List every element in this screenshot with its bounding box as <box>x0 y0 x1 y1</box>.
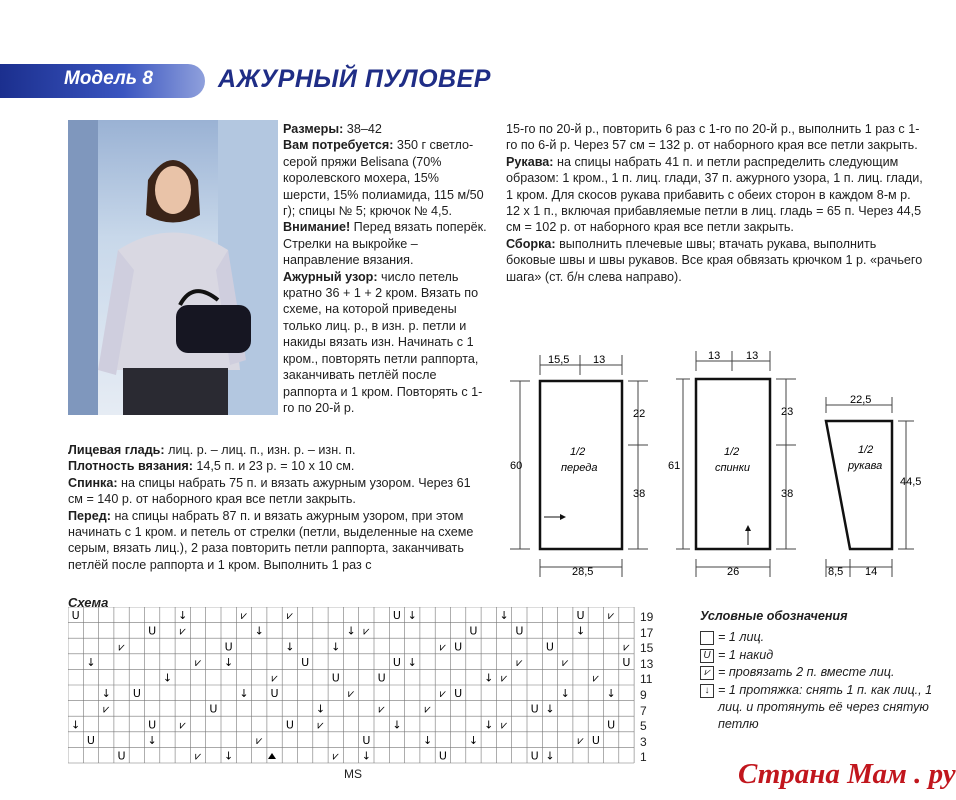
legend-text: = провязать 2 п. вместе лиц. <box>718 665 895 680</box>
chart-symbol: U <box>454 640 463 654</box>
para-text: лиц. р. – лиц. п., изн. р. – изн. п. <box>164 443 356 457</box>
chart-symbol: ↓ <box>147 733 157 747</box>
sleeve-b1: 8,5 <box>828 566 844 578</box>
back-label2: спинки <box>715 462 751 474</box>
chart-symbol: U <box>301 655 310 669</box>
col2-para <box>506 154 926 236</box>
chart-symbol: ↓ <box>101 687 111 701</box>
sleeve-label1: 1/2 <box>858 444 874 456</box>
row-number: 5 <box>640 719 647 734</box>
para-heading: Плотность вязания: <box>68 459 193 474</box>
chart-symbol: ↓ <box>422 733 433 747</box>
row-number: 17 <box>640 625 654 640</box>
sleeve-b2: 14 <box>865 566 878 578</box>
chart-symbol: U <box>209 702 218 716</box>
page-title: АЖУРНЫЙ ПУЛОВЕР <box>218 65 491 93</box>
para-heading: Размеры: <box>283 122 344 136</box>
back-total: 61 <box>668 460 681 472</box>
front-w1: 15,5 <box>548 354 570 366</box>
chart-symbol: ↓ <box>407 609 417 623</box>
chart-symbol: ↓ <box>575 624 586 638</box>
legend-text: = 1 протяжка: снять 1 п. как лиц., 1 лиц. и протянуть её через снятую петлю <box>718 682 933 732</box>
legend-symbol: U <box>700 649 714 663</box>
para-text: Перед вязать поперёк. Стрелки на выкройке – направление вязания. <box>283 220 487 268</box>
chart-symbol: U <box>392 609 401 623</box>
chart-symbol: U <box>377 671 386 685</box>
chart-symbol: ⩗ <box>500 671 508 685</box>
legend-item <box>700 664 956 681</box>
col1b-para <box>68 475 488 508</box>
legend-title: Условные обозначения <box>700 609 848 623</box>
row-numbers <box>640 610 653 766</box>
sleeve-height: 44,5 <box>900 476 922 488</box>
model-label: Модель 8 <box>64 68 153 89</box>
back-piece <box>668 350 796 578</box>
chart-symbol: ↓ <box>71 718 81 732</box>
col1b-para <box>68 458 488 474</box>
chart-symbol: ⩗ <box>103 702 110 716</box>
back-bottom: 26 <box>727 566 740 578</box>
para-heading: Перед: <box>68 508 111 523</box>
chart-symbol: U <box>469 624 478 638</box>
para-heading: Спинка: <box>68 475 118 490</box>
para-heading: Вам потребуется: <box>283 138 394 153</box>
front-bottom: 28,5 <box>572 566 594 578</box>
legend-symbol: ⩗ <box>700 666 714 680</box>
chart-symbol: ↓ <box>178 609 188 623</box>
chart-symbol: ↓ <box>407 655 417 669</box>
chart-symbol: U <box>454 687 463 701</box>
para-text: 38–42 <box>343 122 382 136</box>
chart-symbol: ⩗ <box>592 671 599 685</box>
chart-symbol: U <box>438 749 447 763</box>
chart-symbol: ↓ <box>545 749 555 763</box>
chart-symbol: ↓ <box>239 687 249 701</box>
chart-symbol: ↓ <box>392 718 402 732</box>
watermark: Страна Мам . ру <box>738 758 956 790</box>
row-number: 11 <box>640 672 653 687</box>
para-heading: Лицевая гладь: <box>68 443 165 457</box>
chart-symbol: ⩗ <box>118 640 125 654</box>
para-text: выполнить плечевые швы; втачать рукава, выполнить боковые швы и швы рукавов. Все края обвязать крючком 1 р. «рачьего шага» (ст. б/н слева направо). <box>506 236 923 284</box>
chart-symbol: ↓ <box>315 702 326 716</box>
front-label2: переда <box>561 462 598 474</box>
chart-symbol: ↓ <box>560 687 570 701</box>
chart-symbol: U <box>362 733 371 747</box>
para-heading: Сборка: <box>506 236 556 251</box>
para-text: число петель кратно 36 + 1 + 2 кром. Вязать по схеме, на которой приведены только лиц. р., в изн. р. петли и накиды вязать изн. Начинать с 1 кром., повторять петли раппорта, заканчивать петлёй после раппорта и 1 кром. Повторять с 1-го по 20-й р. <box>283 269 483 415</box>
chart-symbol: U <box>545 640 554 654</box>
chart-symbol: U <box>148 624 157 638</box>
row-number: 9 <box>640 687 647 702</box>
legend-item <box>700 682 956 734</box>
chart-symbol: U <box>117 749 126 763</box>
chart-symbol: U <box>591 733 600 747</box>
para-text: 14,5 п. и 23 р. = 10 х 10 см. <box>192 459 355 474</box>
chart-symbol: ↓ <box>346 624 356 638</box>
legend-symbol: ↓ <box>700 684 714 698</box>
legend <box>700 608 956 734</box>
schema-label: Схема <box>68 595 109 610</box>
text-column-right <box>506 121 926 285</box>
chart-symbol: ⩗ <box>194 749 202 763</box>
para-text: 350 г светло-серой пряжи Belisana (70% королевского мохера, 15% шерсти, 15% полиамида, 115 м/50 г); спицы № 5; крючок № 4,5. <box>283 138 484 219</box>
chart-symbol: U <box>530 702 539 716</box>
chart-symbol: ⩗ <box>562 655 569 669</box>
chart-symbol: U <box>392 655 401 669</box>
back-w2: 13 <box>746 350 759 362</box>
chart-symbol: ⩗ <box>608 609 615 623</box>
chart-symbol: ⩗ <box>516 655 523 669</box>
sleeve-label2: рукава <box>848 460 883 472</box>
chart-symbol: ⩗ <box>240 609 248 623</box>
front-label1: 1/2 <box>570 446 586 458</box>
model-photo <box>68 120 278 415</box>
ms-label: MS <box>344 767 362 781</box>
row-number: 7 <box>640 703 647 718</box>
para-heading: Рукава: <box>506 154 554 169</box>
chart-symbol: ↓ <box>224 655 234 669</box>
text-column-bottom <box>68 442 488 573</box>
chart-symbol: ↓ <box>468 733 479 747</box>
row-number: 1 <box>640 750 647 765</box>
chart-symbol: ↓ <box>162 671 173 685</box>
para-heading: Внимание! <box>283 220 351 235</box>
front-piece <box>510 354 648 578</box>
col1a-para <box>283 219 488 268</box>
chart-symbol: ⩗ <box>378 702 385 716</box>
sleeve-piece <box>826 394 921 578</box>
chart-symbol: ⩗ <box>623 640 630 654</box>
chart-symbol: ⩗ <box>317 718 324 732</box>
chart-symbol: ⩗ <box>332 749 339 763</box>
col1a-para <box>283 269 488 417</box>
row-number: 19 <box>640 610 654 624</box>
chart-symbol: ↓ <box>606 687 616 701</box>
chart-symbol: ⩗ <box>347 687 355 701</box>
chart-symbol: ↓ <box>285 640 295 654</box>
chart-symbol: ⩗ <box>271 671 278 685</box>
chart-symbol: U <box>86 733 95 747</box>
chart-symbol: ⩗ <box>500 718 508 732</box>
text-column-top <box>283 121 488 416</box>
chart-symbol: U <box>71 609 80 623</box>
col1b-para <box>68 508 488 574</box>
back-h1: 23 <box>781 406 794 418</box>
knitting-chart <box>68 607 638 767</box>
front-total: 60 <box>510 460 523 472</box>
legend-symbol <box>700 631 714 645</box>
chart-symbol: U <box>622 655 631 669</box>
chart-symbol: ⩗ <box>179 718 186 732</box>
pattern-drawings <box>500 345 940 585</box>
col1b-para <box>68 442 488 458</box>
col1a-para <box>283 121 488 137</box>
chart-symbol: U <box>530 749 539 763</box>
chart-symbol: ⩗ <box>439 687 446 701</box>
chart-symbol: ⩗ <box>439 640 446 654</box>
chart-symbol: ⩗ <box>577 733 584 747</box>
front-h2: 38 <box>633 488 646 500</box>
chart-symbol: ↓ <box>361 749 371 763</box>
chart-symbol: ↓ <box>254 624 264 638</box>
chart-symbol: ⩗ <box>179 624 186 638</box>
chart-symbol: ⩗ <box>286 609 293 623</box>
chart-symbol: ↓ <box>331 640 341 654</box>
para-text: на спицы набрать 41 п. и петли распределить следующим образом: 1 кром., 1 п. лиц. глади, 37 п. ажурного узора, 1 п. лиц. глади, 1 кром. Для скосов рукава прибавить с обеих сторон в каждом 8-м р. 12 х 1 п., включая прибавляемые петли в лиц. гладь = 65 п. Через 44,5 см = 102 р. от наборного края все петли закрыть. <box>506 154 923 235</box>
para-text: 15-го по 20-й р., повторить 6 раз с 1-го по 20-й р., выполнить 1 раз с 1-го по 6-й р. Через 57 см = 132 р. от наборного края все петли закрыть. <box>506 122 920 153</box>
chart-symbol: ↓ <box>484 671 494 685</box>
chart-symbol: ⩗ <box>256 733 263 747</box>
back-label1: 1/2 <box>724 446 740 458</box>
front-w2: 13 <box>593 354 606 366</box>
sleeve-top: 22,5 <box>850 394 872 406</box>
row-number: 3 <box>640 734 647 749</box>
row-number: 15 <box>640 641 654 656</box>
back-w1: 13 <box>708 350 721 362</box>
chart-symbol: U <box>607 718 616 732</box>
chart-symbol: U <box>132 687 141 701</box>
row-number: 13 <box>640 656 654 671</box>
chart-symbol: ↓ <box>499 609 509 623</box>
col2-para <box>506 121 926 154</box>
chart-symbol: ↓ <box>484 718 494 732</box>
para-heading: Ажурный узор: <box>283 269 378 284</box>
chart-symbol: ⩗ <box>424 702 431 716</box>
chart-symbol: U <box>148 718 157 732</box>
back-h2: 38 <box>781 488 794 500</box>
chart-symbol: U <box>285 718 294 732</box>
chart-symbol: ⩗ <box>194 655 202 669</box>
chart-symbol: U <box>331 671 340 685</box>
para-text: на спицы набрать 87 п. и вязать ажурным узором, при этом начинать с 1 кром. и петель от стрелки (петли, выделенные на схеме серым, вязать лиц.), 2 раза повторить петли раппорта, заканчивать петлёй после раппорта и 1 кром. Выполнить 1 раз с <box>68 508 474 572</box>
para-text: на спицы набрать 75 п. и вязать ажурным узором. Через 61 см = 140 р. от наборного края все петли закрыть. <box>68 475 471 507</box>
chart-symbol: U <box>270 687 279 701</box>
col2-para <box>506 236 926 285</box>
chart-symbol: ↓ <box>86 655 96 669</box>
chart-symbol: U <box>224 640 233 654</box>
legend-text: = 1 накид <box>718 647 774 662</box>
chart-symbol: U <box>515 624 524 638</box>
chart-symbol: ⩗ <box>363 624 370 638</box>
legend-item <box>700 647 956 664</box>
col1a-para <box>283 137 488 219</box>
chart-symbol: ↓ <box>224 749 234 763</box>
legend-item <box>700 629 956 646</box>
chart-symbol: U <box>576 609 585 623</box>
chart-symbol: ↓ <box>545 702 555 716</box>
legend-text: = 1 лиц. <box>718 630 765 645</box>
front-h1: 22 <box>633 408 646 420</box>
